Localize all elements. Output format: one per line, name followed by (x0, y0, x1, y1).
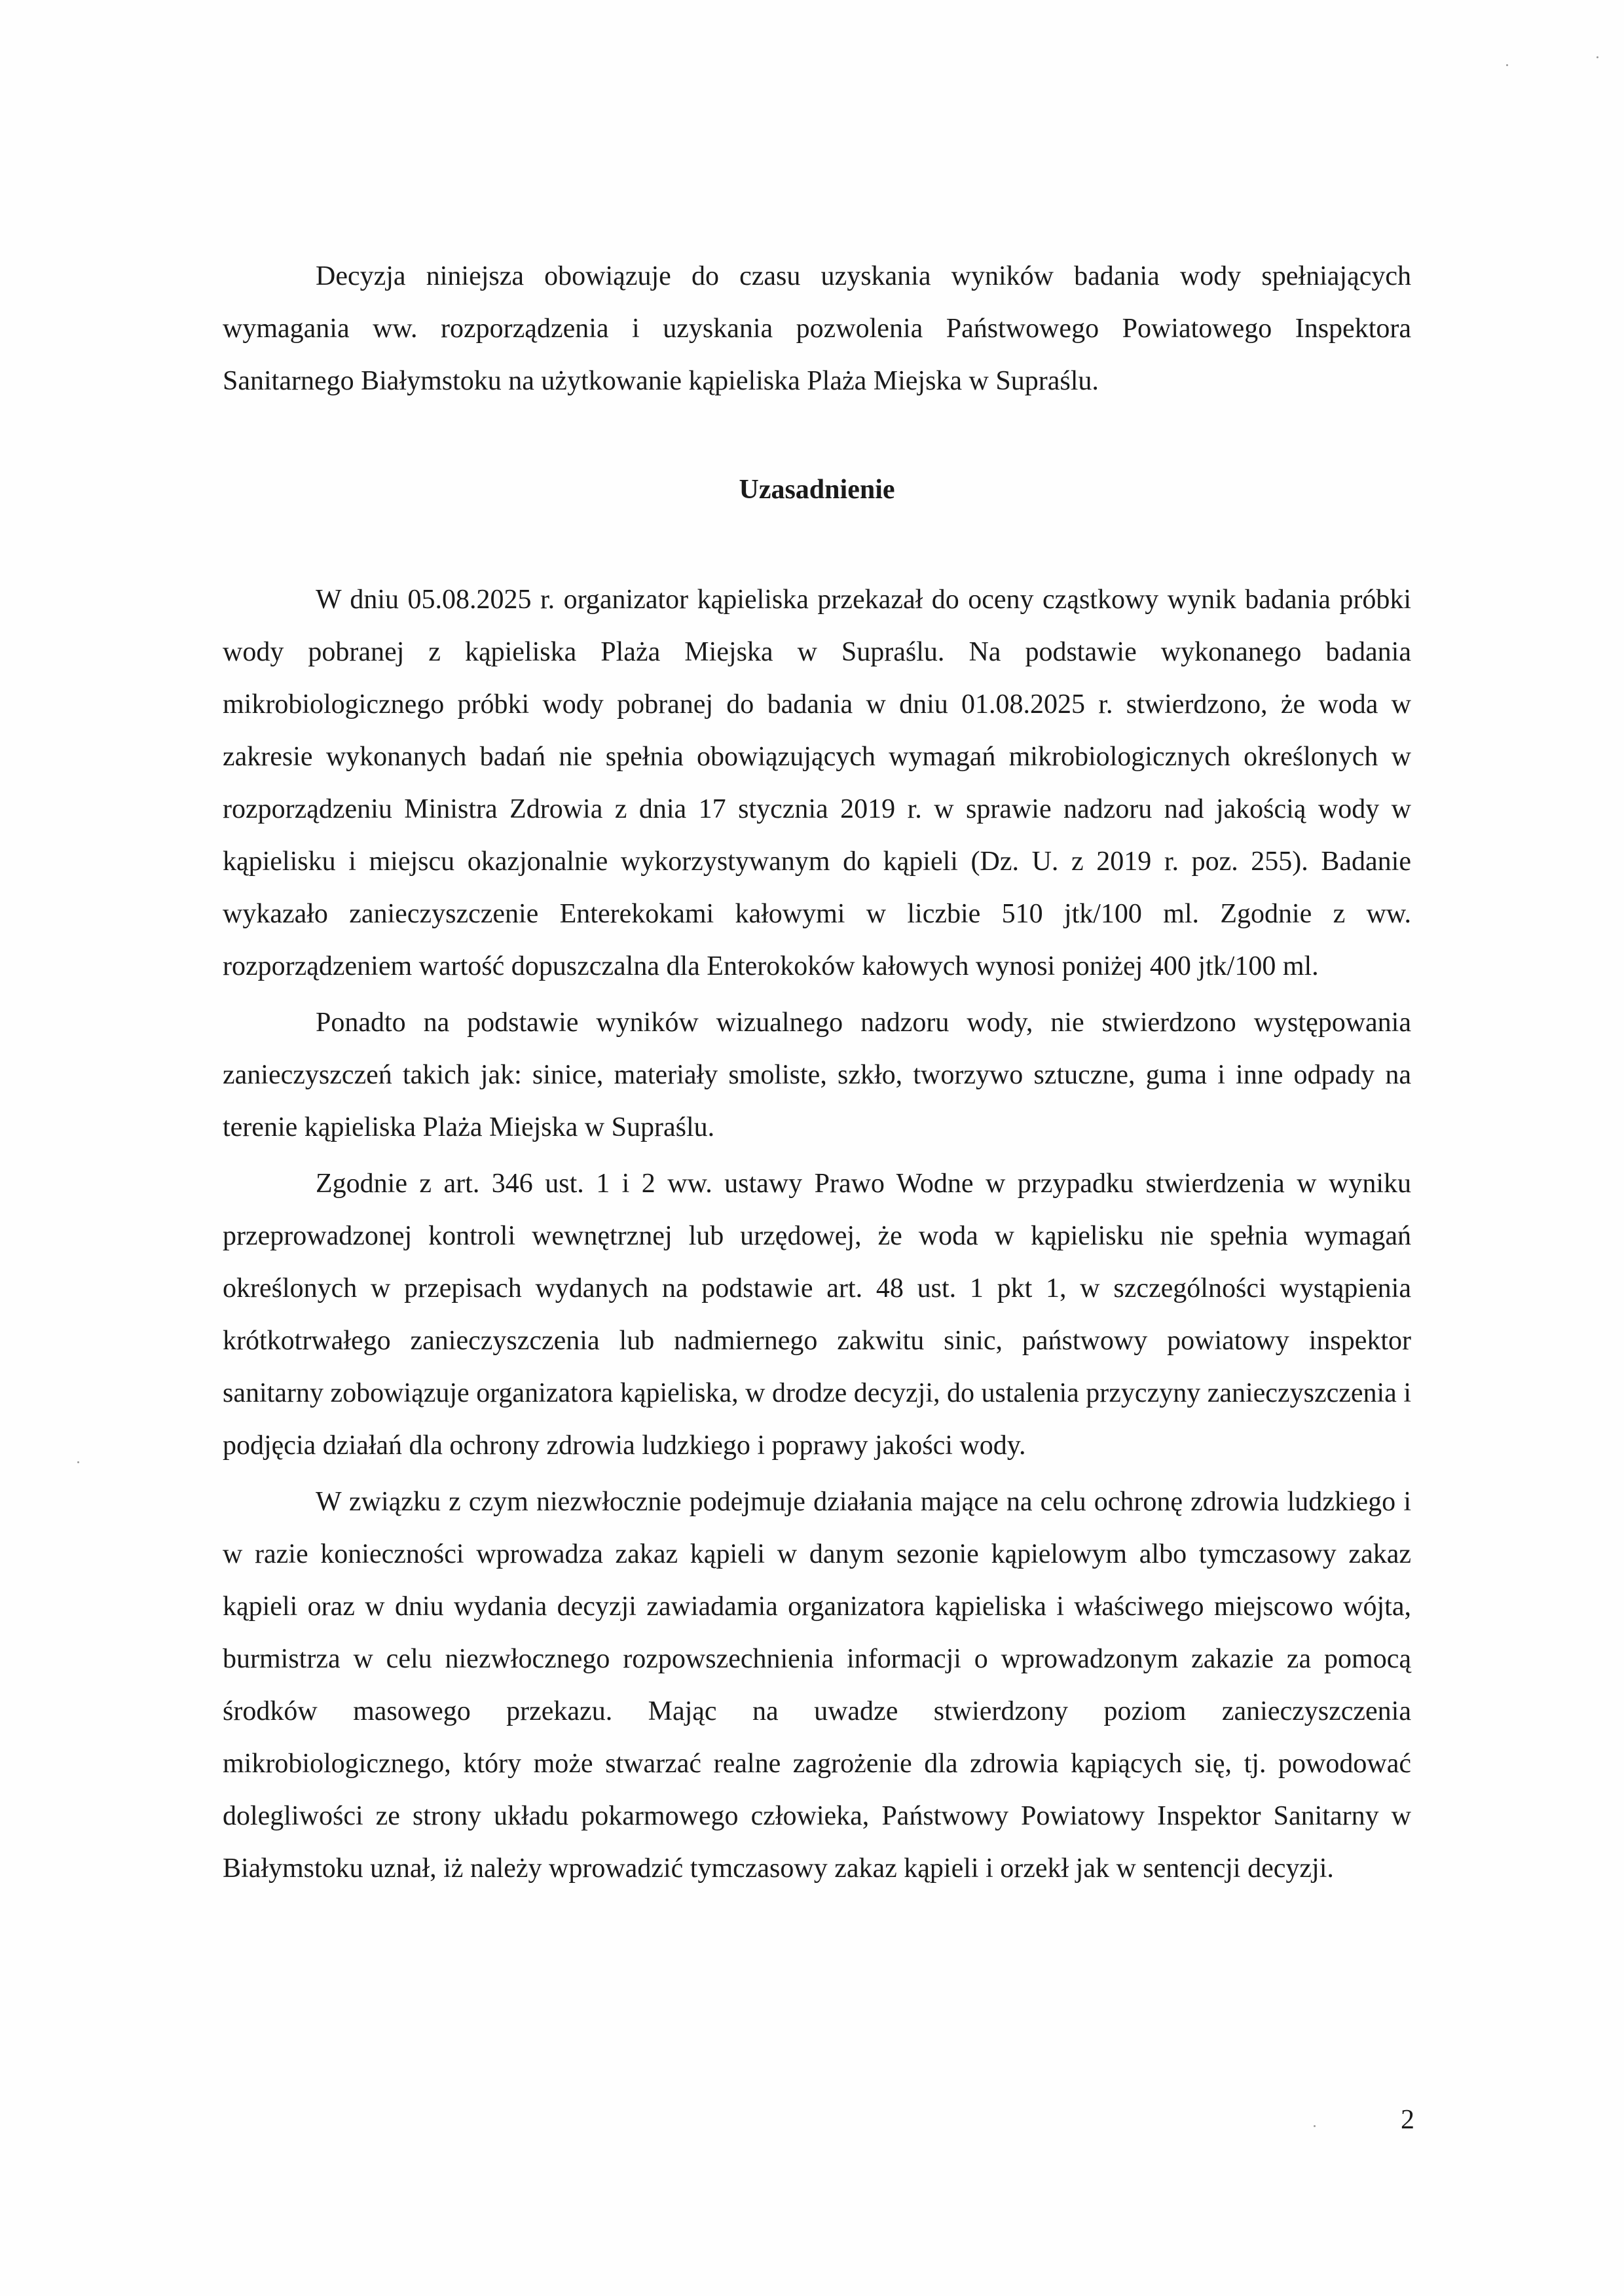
paragraph-legal-basis: Zgodnie z art. 346 ust. 1 i 2 ww. ustawy Prawo Wodne w przypadku stwierdzenia w wyniku przeprowadzonej kontroli wewnętrznej lub urzędowej, że woda w kąpielisku nie spełnia wymagań określonych w przepisach wydanych na podstawie art. 48 ust. 1 pkt 1, w szczególności wystąpienia krótkotrwałego zanieczyszczenia lub nadmiernego zakwitu sinic, państwowy powiatowy inspektor sanitarny zobowiązuje organizatora kąpieliska, w drodze decyzji, do ustalenia przyczyny zanieczyszczenia i podjęcia działań dla ochrony zdrowia ludzkiego i poprawy jakości wody. (223, 1169, 1411, 1461)
paragraph-decision-rationale: W związku z czym niezwłocznie podejmuje działania mające na celu ochronę zdrowia ludzkiego i w razie konieczności wprowadza zakaz kąpieli w danym sezonie kąpielowym albo tymczasowy zakaz kąpieli oraz w dniu wydania decyzji zawiadamia organizatora kąpieliska i właściwego miejscowo wójta, burmistrza w celu niezwłocznego rozpowszechnienia informacji o wprowadzonym zakazie za pomocą środków masowego przekazu. Mając na uwadze stwierdzony poziom zanieczyszczenia mikrobiologicznego, który może stwarzać realne zagrożenie dla zdrowia kąpiących się, tj. powodować dolegliwości ze strony układu pokarmowego człowieka, Państwowy Powiatowy Inspektor Sanitarny w Białymstoku uznał, iż należy wprowadzić tymczasowy zakaz kąpieli i orzekł jak w sentencji decyzji. (223, 1487, 1411, 1884)
paragraph-analysis-result: W dniu 05.08.2025 r. organizator kąpieliska przekazał do oceny cząstkowy wynik badania próbki wody pobranej z kąpieliska Plaża Miejska w Supraślu. Na podstawie wykonanego badania mikrobiologicznego próbki wody pobranej do badania w dniu 01.08.2025 r. stwierdzono, że woda w zakresie wykonanych badań nie spełnia obowiązujących wymagań mikrobiologicznych określonych w rozporządzeniu Ministra Zdrowia z dnia 17 stycznia 2019 r. w sprawie nadzoru nad jakością wody w kąpielisku i miejscu okazjonalnie wykorzystywanym do kąpieli (Dz. U. z 2019 r. poz. 255). Badanie wykazało zanieczyszczenie Enterekokami kałowymi w liczbie 510 jtk/100 ml. Zgodnie z ww. rozporządzeniem wartość dopuszczalna dla Enterokoków kałowych wynosi poniżej 400 jtk/100 ml. (223, 585, 1411, 981)
section-heading: Uzasadnienie (739, 475, 895, 505)
intro-paragraph: Decyzja niniejsza obowiązuje do czasu uzyskania wyników badania wody spełniających wymagania ww. rozporządzenia i uzyskania pozwolenia Państwowego Powiatowego Inspektora Sanitarnego Białymstoku na użytkowanie kąpieliska Plaża Miejska w Supraślu. (223, 261, 1411, 396)
intro-section (223, 250, 1411, 407)
scan-speck (77, 1461, 79, 1463)
scan-speck (1596, 56, 1598, 58)
scan-speck (1506, 64, 1508, 66)
paragraph-visual-inspection: Ponadto na podstawie wyników wizualnego nadzoru wody, nie stwierdzono występowania zanieczyszczeń takich jak: sinice, materiały smoliste, szkło, tworzywo sztuczne, guma i inne odpady na terenie kąpieliska Plaża Miejska w Supraślu. (223, 1008, 1411, 1142)
scan-speck (1314, 2125, 1316, 2127)
justification-body (223, 574, 1411, 1895)
page-number: 2 (1401, 2105, 1414, 2135)
